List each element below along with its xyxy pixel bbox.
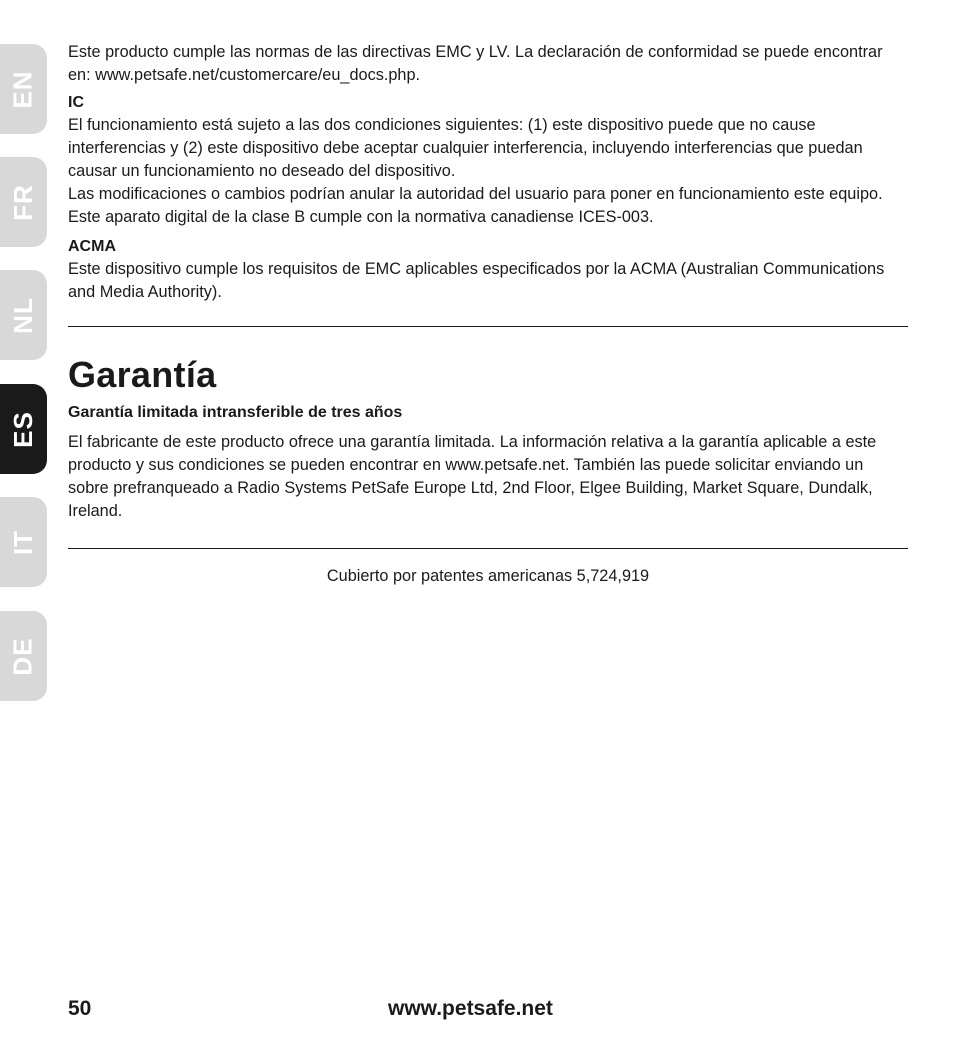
ic-paragraph-2: Las modificaciones o cambios podrían anular la autoridad del usuario para poner en funcionamiento este equipo. Este aparato digital de la clase B cumple con la normativa canadiense ICES-003. xyxy=(68,185,883,226)
page-number: 50 xyxy=(68,997,92,1020)
tab-de-label: DE xyxy=(8,636,38,676)
section-divider xyxy=(68,326,908,327)
acma-paragraph: Este dispositivo cumple los requisitos de EMC aplicables especificados por la ACMA (Australian Communications and Media Authority). xyxy=(68,260,885,301)
page-content xyxy=(68,41,908,588)
tab-es-label: ES xyxy=(8,410,38,448)
tab-nl[interactable] xyxy=(0,270,47,360)
tab-es[interactable] xyxy=(0,384,47,474)
ic-heading: IC xyxy=(68,94,84,111)
warranty-subtitle: Garantía limitada intransferible de tres años xyxy=(68,404,403,421)
ic-paragraph-1: El funcionamiento está sujeto a las dos condiciones siguientes: (1) este dispositivo puede que no cause interferencias y (2) este dispositivo debe aceptar cualquier interferencia, incluyendo interferencias que puedan causar un funcionamiento no deseado del dispositivo. xyxy=(68,116,863,180)
tab-de[interactable] xyxy=(0,611,47,701)
patent-notice: Cubierto por patentes americanas 5,724,919 xyxy=(326,567,650,585)
tab-nl-label: NL xyxy=(7,296,38,334)
tab-fr-label: FR xyxy=(7,183,38,221)
section-divider-2 xyxy=(68,548,908,549)
acma-heading: ACMA xyxy=(68,238,116,255)
warranty-title: Garantía xyxy=(68,354,217,395)
compliance-intro: Este producto cumple las normas de las directivas EMC y LV. La declaración de conformidad se puede encontrar en: www.petsafe.net/customercare/eu_docs.php. xyxy=(68,43,883,84)
tab-en[interactable] xyxy=(0,44,47,134)
tab-it-label: IT xyxy=(7,529,38,555)
footer-url[interactable]: www.petsafe.net xyxy=(388,997,553,1020)
tab-it[interactable] xyxy=(0,497,47,587)
tab-fr[interactable] xyxy=(0,157,47,247)
tab-en-label: EN xyxy=(8,69,38,109)
warranty-paragraph: El fabricante de este producto ofrece una garantía limitada. La información relativa a la garantía aplicable a este producto y sus condiciones se pueden encontrar en www.petsafe.net. También las puede solicitar enviando un sobre prefranqueado a Radio Systems PetSafe Europe Ltd, 2nd Floor, Elgee Building, Market Square, Dundalk, Ireland. xyxy=(68,433,877,520)
